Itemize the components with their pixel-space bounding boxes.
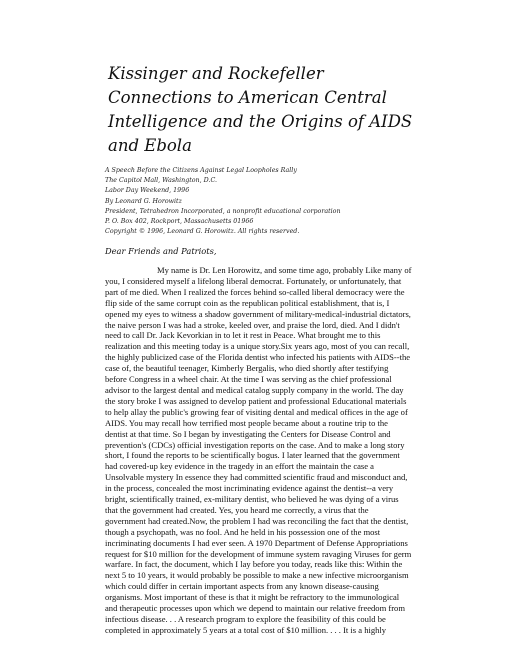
meta-line: P. O. Box 402, Rockport, Massachusetts 01966 (105, 218, 254, 226)
body-line: organisms. Most important of these is that it might be refractory to the immunological (105, 592, 400, 603)
body-line: the story broke I was assigned to develop patient and professional Educational materials (105, 395, 407, 406)
body-line: which could differ in certain important aspects from any known disease-causing (105, 581, 379, 592)
body-line: opened my eyes to witness a shadow government of military-medical-industrial dictators, (105, 308, 411, 319)
body-line: Unsolvable mystery In essence they had committed scientific fraud and misconduct and, (105, 472, 408, 483)
title-line: and Ebola (108, 136, 192, 155)
body-line: realization and this meeting today is a unique story.Six years ago, most of you can recall, (105, 341, 410, 352)
body-line: completed in approximately 5 years at a total cost of $10 million. . . . It is a highly (105, 624, 387, 635)
document-byline (105, 166, 435, 237)
meta-line: Labor Day Weekend, 1996 (105, 187, 190, 195)
body-line: prevention's (CDCs) official investigation reports on the case. And to make a long story (105, 439, 405, 450)
body-line: need to call Dr. Jack Kevorkian in to let it rest in Peace. What brought me to this (105, 330, 381, 341)
body-line: government had created.Now, the problem I had was reconciling the fact that the dentist, (105, 515, 409, 526)
body-line: bright, scientifically trained, ex-military dentist, who believed he was dying of a virus (105, 494, 399, 505)
body-line: in the process, concealed the most incriminating evidence against the dentist--a very (105, 483, 394, 494)
body-line: request for $10 million for the development of immune system ravaging Viruses for germ (105, 548, 412, 559)
body-line: incriminating documents I had ever seen. A 1970 Department of Defense Appropriations (105, 537, 408, 548)
title-line: Kissinger and Rockefeller (108, 64, 324, 83)
title-line: Connections to American Central (108, 88, 387, 107)
meta-line: By Leonard G. Horowitz (105, 197, 182, 205)
body-line: you, I considered myself a lifelong liberal democrat. Fortunately, or unfortunately, that (105, 275, 402, 286)
meta-line: A Speech Before the Citizens Against Legal Loopholes Rally (105, 167, 297, 174)
body-line: that the government had created. Yes, you heard me correctly, a virus that the (105, 504, 369, 515)
body-line: to help allay the public's growing fear of visiting dental and medical offices in the age of (105, 406, 408, 417)
body-line: flip side of the same corrupt coin as the republican political establishment, that is, I (105, 297, 390, 308)
body-line: the highly publicized case of the Florida dentist who infected his patients with AIDS--the (105, 352, 411, 363)
body-line: and therapeutic processes upon which we depend to maintain our relative freedom from (105, 603, 405, 614)
title-line: Intelligence and the Origins of AIDS (108, 112, 413, 131)
body-line: My name is Dr. Len Horowitz, and some time ago, probably Like many of (157, 265, 412, 275)
body-line: short, I found the reports to be scientifically bogus. I later learned that the government (105, 450, 400, 461)
meta-line: President, Tetrahedron Incorporated, a nonprofit educational corporation (105, 207, 341, 215)
body-line: warfare. In fact, the document, which I lay before you today, reads like this: Within the (105, 559, 403, 570)
body-line: dentist at that time. So I began by investigating the Centers for Disease Control and (105, 428, 391, 439)
body-line: though a psychopath, was no fool. And he held in his possession one of the most (105, 526, 381, 537)
body-line: AIDS. You may recall how terrified most people became about a routine trip to the (105, 417, 388, 428)
body-line: case of, the beautiful teenager, Kimberly Bergalis, who died shortly after testifying (105, 363, 389, 374)
body-line: part of me died. When I realized the forces behind so-called liberal democracy were the (105, 286, 405, 297)
meta-line: The Capitol Mall, Washington, D.C. (105, 177, 218, 185)
body-line: had covered-up key evidence in the tragedy in an effort the maintain the case a (105, 461, 374, 472)
body-line: before Congress in a wheel chair. At the time I was serving as the chief professional (105, 374, 392, 385)
body-line: the naive person I was had a stroke, keeled over, and praise the lord, died. And I didn't (105, 319, 400, 330)
body-line: next 5 to 10 years, it would probably be possible to make a new infective microorganism (105, 570, 409, 581)
body-line: advisor to the largest dental and medical catalog supply company in the world. The day (105, 384, 404, 395)
document-title (108, 62, 448, 158)
body-paragraph (105, 265, 435, 636)
salutation: Dear Friends and Patriots, (105, 246, 217, 256)
meta-line: Copyright © 1996, Leonard G. Horowitz. All rights reserved. (105, 228, 300, 236)
body-line: infectious disease. . . A research program to explore the feasibility of this could be (105, 614, 386, 624)
